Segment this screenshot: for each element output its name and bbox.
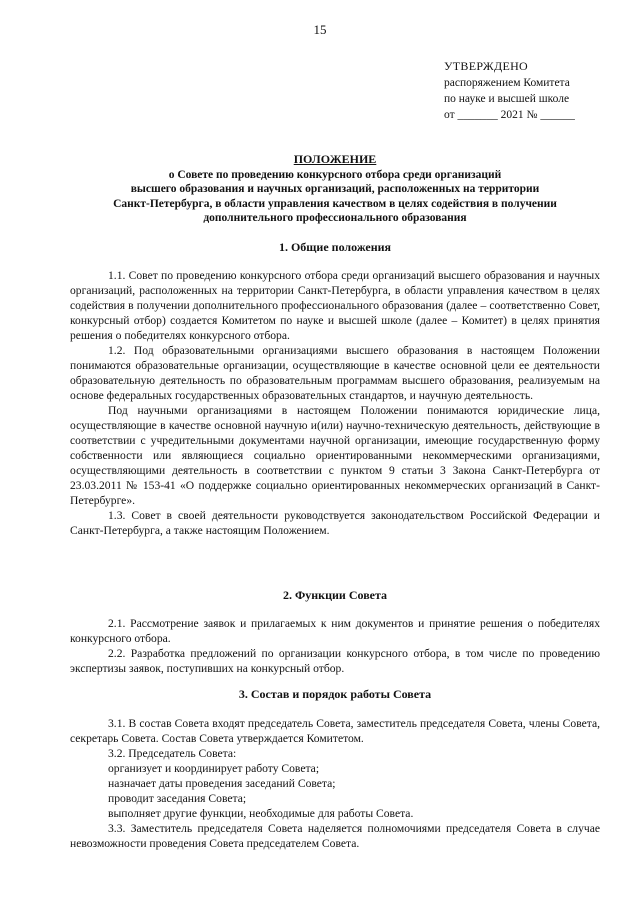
paragraph-1-1: 1.1. Совет по проведению конкурсного отбора среди организаций высшего образования и научных организаций, расположенных на территории Санкт-Петербурга, в области управления качеством в целях содействия в получении дополнительного профессионального образования (далее – соответственно Совет, конкурсный отбор) создается Комитетом по науке и высшей школе (далее – Комитет) в целях принятия решения о победителях конкурсного отбора. xyxy=(70,269,600,342)
title-line-2: высшего образования и научных организаций, расположенных на территории xyxy=(130,183,540,196)
paragraph-3-1: 3.1. В состав Совета входят председатель Совета, заместитель председателя Совета, члены Совета, секретарь Совета. Состав Совета утверждается Комитетом. xyxy=(70,717,600,745)
approval-heading: УТВЕРЖДЕНО xyxy=(444,59,529,73)
paragraph-1-3: 1.3. Совет в своей деятельности руководствуется законодательством Российской Федерации и Санкт-Петербурга, а также настоящим Положением. xyxy=(70,509,600,537)
paragraph-2-2: 2.2. Разработка предложений по организации конкурсного отбора, в том числе по проведению экспертизы заявок, поступивших на конкурсный отбор. xyxy=(70,647,600,675)
approval-stamp xyxy=(444,58,575,123)
section-2-heading: 2. Функции Совета xyxy=(282,588,388,602)
page-number: 15 xyxy=(313,22,327,37)
approval-line-3: от _______ 2021 № ______ xyxy=(444,109,575,121)
list-item: организует и координирует работу Совета; xyxy=(108,762,320,775)
document-title xyxy=(70,152,600,226)
title-main: ПОЛОЖЕНИЕ xyxy=(293,152,377,166)
paragraph-3-3: 3.3. Заместитель председателя Совета наделяется полномочиями председателя Совета в случае невозможности проведения Совета председателем Совета. xyxy=(70,822,600,850)
paragraph-3-2: 3.2. Председатель Совета: xyxy=(108,747,237,760)
section-3-body xyxy=(70,716,600,851)
section-2-body xyxy=(70,616,600,676)
title-line-1: о Совете по проведению конкурсного отбора среди организаций xyxy=(168,168,502,181)
title-line-4: дополнительного профессионального образования xyxy=(203,212,467,225)
title-line-3: Санкт-Петербурга, в области управления качеством в целях содействия в получении xyxy=(113,197,557,210)
paragraph-2-1: 2.1. Рассмотрение заявок и прилагаемых к ним документов и принятие решения о победителях конкурсного отбора. xyxy=(70,617,600,645)
list-item: выполняет другие функции, необходимые для работы Совета. xyxy=(108,807,414,820)
section-1-heading: 1. Общие положения xyxy=(278,240,392,254)
section-3-heading: 3. Состав и порядок работы Совета xyxy=(238,687,432,701)
approval-line-2: по науке и высшей школе xyxy=(444,93,570,105)
list-item: проводит заседания Совета; xyxy=(108,792,247,805)
paragraph-1-2-scientific: Под научными организациями в настоящем Положении понимаются юридические лица, осуществляющие в качестве основной научную и(или) научно-техническую деятельность, действующие в соответствии с учредительными документами научной организации, имеющие государственную форму собственности или являющиеся социально ориентированными некоммерческими организациями, осуществляющими деятельность в соответствии с пунктом 9 статьи 3 Закона Санкт-Петербурга от 23.03.2011 № 153-41 «О поддержке социально ориентированных некоммерческих организаций в Санкт-Петербурге». xyxy=(70,404,600,507)
section-1-body xyxy=(70,268,600,538)
approval-line-1: распоряжением Комитета xyxy=(444,77,570,89)
paragraph-1-2: 1.2. Под образовательными организациями высшего образования в настоящем Положении понимаются образовательные организации, осуществляющие в качестве основной цели ее деятельности образовательную деятельность по образовательным программам высшего образования, реализуемым на основе федеральных государственных образовательных стандартов, и научную деятельность. xyxy=(70,344,600,402)
list-item: назначает даты проведения заседаний Совета; xyxy=(108,777,336,790)
